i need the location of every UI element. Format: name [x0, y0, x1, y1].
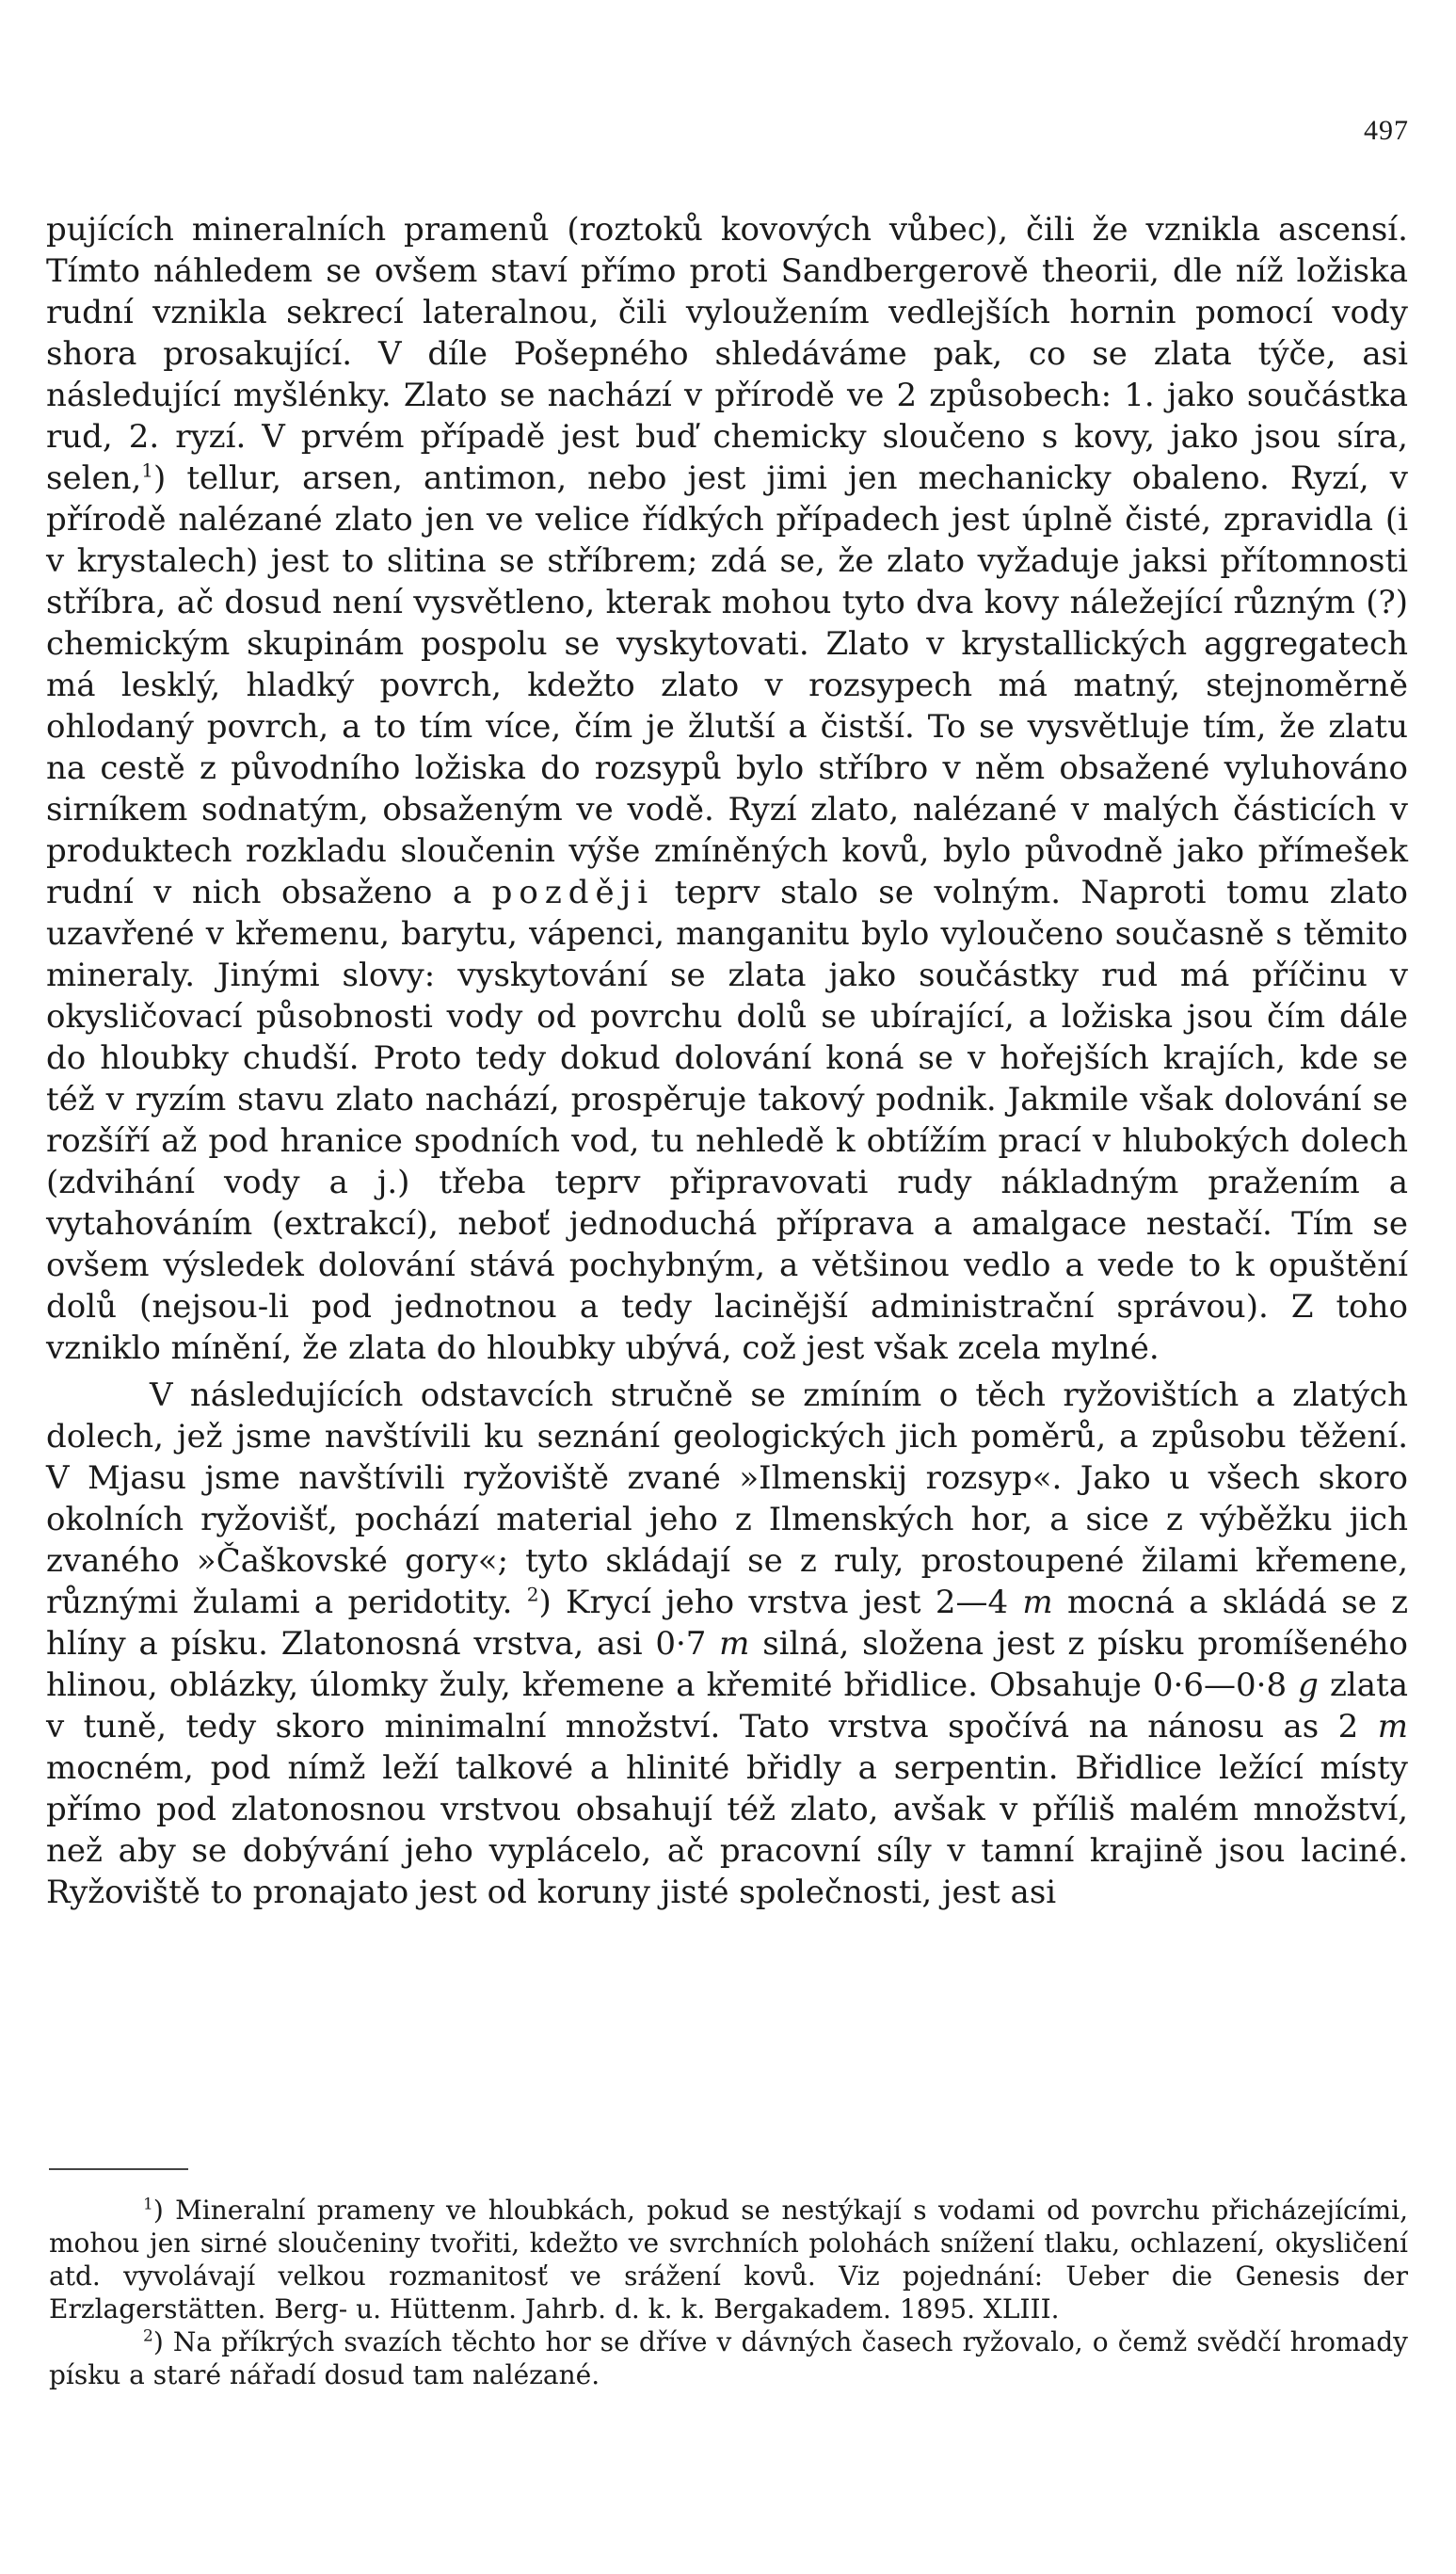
main-text [46, 209, 1408, 1913]
paragraph-1 [46, 209, 1408, 1369]
unit-gram: g [1298, 1666, 1319, 1704]
footnote-ref-1: 1 [141, 458, 154, 482]
paragraph-1-part-3: teprv stalo se volným. Naproti tomu zlato uzavřené v křemenu, barytu, vápenci, manganitu bylo vyloučeno současně s těmito mineraly. Jinými slovy: vyskytování se zlata jako součástky rud má příčinu v okysličovací působnosti vody od povrchu dolů se ubírající, a ložiska jsou čím dále do hloubky chudší. Proto tedy dokud dolování koná se v hořejších krajích, kde se též v ryzím stavu zlato nachází, prospěruje takový podnik. Jakmile však dolování se rozšíří až pod hranice spodních vod, tu nehledě k obtížím prací v hlubokých dolech (zdvihání vody a j.) třeba teprv připravovati rudy nákladným pražením a vytahováním (extrakcí), neboť jednoduchá příprava a amalgace nestačí. Tím se ovšem výsledek dolování stává pochybným, a většinou vedlo a vede to k opuštění dolů (nejsou-li pod jednotnou a tedy lacinější administrační správou). Z toho vzniklo mínění, že zlata do hloubky ubývá, což jest však zcela mylné. [46, 874, 1408, 1367]
footnote-1-mark: 1 [143, 2195, 153, 2214]
footnote-2-text: ) Na příkrých svazích těchto hor se dříve v dávných časech ryžovalo, o čemž svědčí hromady písku a staré nářadí dosud tam nalézané. [49, 2326, 1408, 2390]
paragraph-1-part-2: ) tellur, arsen, antimon, nebo jest jimi jen mechanicky obaleno. Ryzí, v přírodě nalézané zlato jen ve velice řídkých případech jest úplně čisté, zpravidla (i v krystalech) jest to slitina se stříbrem; zdá se, že zlato vyžaduje jaksi přítomnosti stříbra, ač dosud není vysvětleno, kterak mohou tyto dva kovy náležející různým (?) chemickým skupinám pospolu se vyskytovati. Zlato v krystallických aggregatech má lesklý, hladký povrch, kdežto zlato v rozsypech má matný, stejnoměrně ohlodaný povrch, a to tím více, čím je žlutší a čistší. To se vysvětluje tím, že zlatu na cestě z původního ložiska do rozsypů bylo stříbro v něm obsažené vyluhováno sirníkem sodnatým, obsaženým ve vodě. Ryzí zlato, nalézané v malých částicích v produktech rozkladu sloučenin výše zmíněných kovů, bylo původně jako přímešek rudní v nich obsaženo a [46, 459, 1408, 911]
unit-meter: m [1022, 1584, 1053, 1621]
paragraph-2 [46, 1375, 1408, 1913]
footnote-ref-2: 2 [526, 1583, 539, 1606]
page-number: 497 [1364, 115, 1409, 146]
paragraph-2-part-6: mocném, pod nímž leží talkové a hlinité břidly a serpentin. Břidlice ležící místy přímo pod zlatonosnou vrstvou obsahují též zlato, avšak v příliš malém množství, než aby se dobývání jeho vyplácelo, ač pracovní síly v tamní krajině jsou laciné. Ryžoviště to pronajato jest od koruny jisté společnosti, jest asi [46, 1749, 1408, 1911]
footnote-1-text: ) Mineralní prameny ve hloubkách, pokud se nestýkají s vodami od povrchu přicházejícími, mohou jen sirné sloučeniny tvořiti, kdežto ve svrchních polohách snížení tlaku, ochlazení, okysličení atd. vyvolávají velkou rozmanitosť ve srážení kovů. Viz pojednání: Ueber die Genesis der Erzlagerstätten. Berg- u. Hüttenm. Jahrb. d. k. k. Bergakadem. 1895. XLIII. [49, 2195, 1408, 2325]
footnote-2-mark: 2 [143, 2326, 153, 2346]
paragraph-2-part-1: V následujících odstavcích stručně se zmíním o těch ryžovištích a zlatých dolech, jež jsme navštívili ku seznání geologických jich poměrů, a způsobu těžení. V Mjasu jsme navštívili ryžoviště zvané »Ilmenskij rozsyp«. Jako u všech skoro okolních ryžovišť, pochází material jeho z Ilmenských hor, a sice z výběžku jich zvaného »Čaškovské gory«; tyto skládají se z ruly, prostoupené žilami křemene, různými žulami a peridotity. [46, 1376, 1408, 1621]
footnote-1 [49, 2194, 1408, 2325]
footnote-2 [49, 2325, 1408, 2391]
footnote-divider [49, 2168, 188, 2170]
paragraph-2-part-5: zlata v tuně, tedy skoro minimalní množství. Tato vrstva spočívá na nánosu as 2 [46, 1666, 1408, 1745]
paragraph-1-part-1: pujících mineralních pramenů (roztoků kovových vůbec), čili že vznikla ascensí. Tímto náhledem se ovšem staví přímo proti Sandbergerově theorii, dle níž ložiska rudní vznikla sekrecí lateralnou, čili vyloužením vedlejších hornin pomocí vody shora prosakující. V díle Pošepného shledáváme pak, co se zlata týče, asi následující myšlénky. Zlato se nachází v přírodě ve 2 způsobech: 1. jako součástka rud, 2. ryzí. V prvém případě jest buď chemicky sloučeno s kovy, jako jsou síra, selen, [46, 211, 1408, 497]
unit-meter: m [719, 1625, 750, 1663]
unit-meter: m [1377, 1708, 1408, 1745]
paragraph-2-part-3: mocná a skládá se z hlíny a písku. Zlatonosná vrstva, asi 0·7 [46, 1584, 1409, 1663]
spaced-word: později [491, 874, 655, 911]
paragraph-2-part-2: ) Krycí jeho vrstva jest 2—4 [538, 1584, 1009, 1621]
footnotes [49, 2194, 1408, 2391]
paragraph-2-part-4: silná, složena jest z písku promíšeného hlinou, oblázky, úlomky žuly, křemene a křemité břidlice. Obsahuje 0·6—0·8 [46, 1625, 1408, 1704]
